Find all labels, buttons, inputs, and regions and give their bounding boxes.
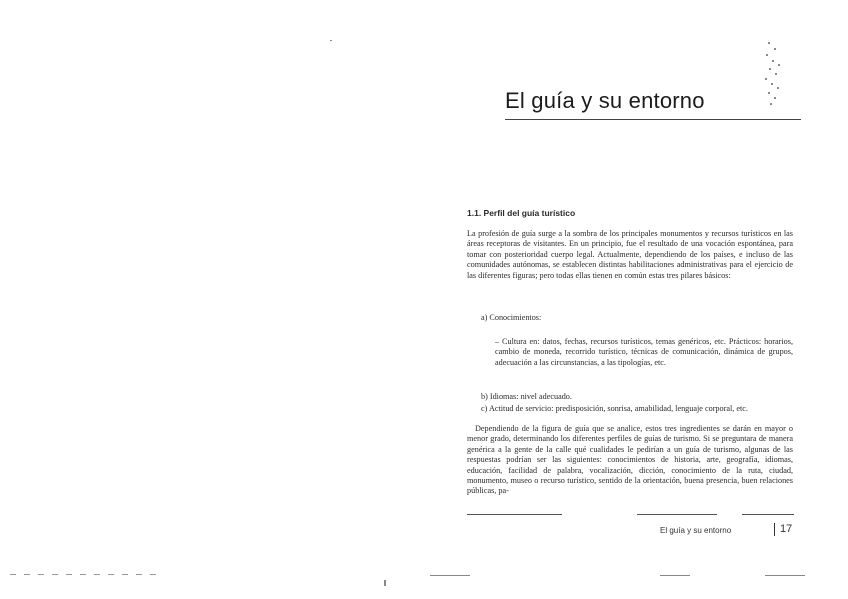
scan-speck [765,575,805,576]
list-subitem: – Cultura en: datos, fechas, recursos turísticos, temas genéricos, etc. Prácticos: horarios, cambio de moneda, recorrido turístico, técnicas de comunicación, dinámica de grupos, adecuación a las circunstancias, a las tipologías, etc. [495,337,793,367]
body-paragraph-1: La profesión de guía surge a la sombra de los principales monumentos y recursos turísticos en las áreas receptoras de visitantes. En un principio, fue el resultado de una vocación espontánea, para tomar con posterioridad cuerpo legal. Actualmente, dependiendo de los países, e incluso de las comunidades autónomas, se establecen distintas habilitaciones administrativas para el ejercicio de las diferentes figuras; pero todas ellas tienen en común estas tres pilares básicos: [467,229,793,280]
title-rule [505,119,801,120]
list-item-c: c) Actitud de servicio: predisposición, sonrisa, amabilidad, lenguaje corporal, etc. [481,404,748,413]
section-heading: 1.1. Perfil del guía turístico [467,208,576,218]
scan-speck [660,575,690,576]
dotted-ornament [760,40,790,110]
chapter-title: El guía y su entorno [505,88,705,113]
body-paragraph-2: Dependiendo de la figura de guía que se analice, estos tres ingredientes se darán en mayor o menor grado, determinando los diferentes perfiles de guías de turismo. Si se preguntara de manera genérica a la gente de la calle qué cualidades le pedirían a un guía de turismo, algunas de las respuestas podrían ser las siguientes: conocimientos de historia, arte, geografía, idiomas, educación, facilidad de palabra, vocalización, dicción, conocimiento de la ruta, ciudad, monumento, museo o recurso turístico, sentido de la orientación, buena presencia, buen relaciones públicas, pa- [467,424,793,496]
list-item-a: a) Conocimientos: [481,313,542,322]
footer-rule-right [742,514,794,515]
scan-speck [384,580,386,586]
scan-speck [10,574,160,575]
scan-speck [430,575,470,576]
running-footer-title: El guía y su entorno [660,526,732,535]
scan-speck [330,40,332,41]
footer-rule-left [467,514,562,515]
footer-rule-middle [637,514,717,515]
list-item-b: b) Idiomas: nivel adecuado. [481,392,572,401]
page-number: 17 [774,523,792,536]
